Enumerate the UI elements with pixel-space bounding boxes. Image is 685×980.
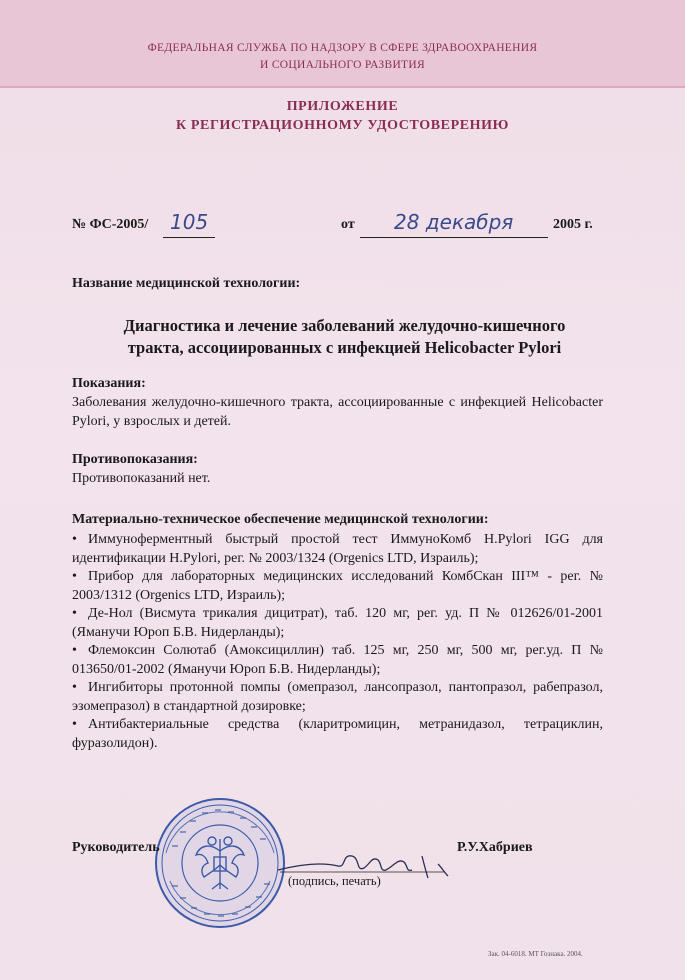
agency-line-2: И СОЦИАЛЬНОГО РАЗВИТИЯ — [260, 59, 425, 71]
agency-line-1: ФЕДЕРАЛЬНАЯ СЛУЖБА ПО НАДЗОРУ В СФЕРЕ ЗДРАВООХРАНЕНИЯ — [147, 42, 538, 54]
bullet-icon: • — [72, 717, 77, 732]
signatory-name: Р.У.Хабриев — [457, 840, 533, 855]
technology-title-line-1: Диагностика и лечение заболеваний желудочно-кишечного — [123, 316, 566, 335]
materials-list — [72, 531, 603, 753]
list-item: • Иммуноферментный быстрый простой тест ИммуноКомб H.Pylori IGG для идентификации H.Pylori, рег. № 2003/1324 (Orgenics LTD, Израиль); — [72, 532, 603, 566]
appendix-line-2: К РЕГИСТРАЦИОННОМУ УДОСТОВЕРЕНИЮ — [176, 118, 509, 133]
registration-number-label: № ФС-2005/ — [72, 217, 149, 232]
signature-label: Руководитель — [72, 840, 160, 855]
signature-caption: (подпись, печать) — [288, 874, 381, 888]
list-item: • Де-Нол (Висмута трикалия дицитрат), таб. 120 мг, рег. уд. П № 012626/01-2001 (Яманучи Юроп Б.В. Нидерланды); — [72, 606, 603, 640]
bullet-icon: • — [72, 532, 77, 547]
list-item: • Антибактериальные средства (кларитромицин, метранидазол, тетрациклин, фуразолидон). — [72, 717, 603, 751]
technology-title-line-2: тракта, ассоциированных с инфекцией Helicobacter Pylori — [127, 338, 562, 357]
date-underline — [360, 237, 548, 238]
list-item: • Прибор для лабораторных медицинских исследований КомбСкан III™ - рег. № 2003/1312 (Orgenics LTD, Израиль); — [72, 569, 603, 603]
appendix-line-1: ПРИЛОЖЕНИЕ — [286, 99, 399, 114]
bullet-icon: • — [72, 643, 77, 658]
registration-number-handwritten: 105 — [170, 210, 209, 234]
bullet-icon: • — [72, 606, 77, 621]
technology-title — [72, 315, 617, 359]
appendix-title — [40, 97, 645, 135]
year-label: 2005 г. — [553, 217, 593, 232]
bullet-icon: • — [72, 569, 77, 584]
date-label: от — [341, 217, 355, 232]
official-seal-icon — [152, 795, 288, 931]
contraindications-text: Противопоказаний нет. — [72, 471, 211, 486]
contraindications-heading: Противопоказания: — [72, 452, 198, 467]
number-underline — [163, 237, 215, 238]
technology-heading: Название медицинской технологии: — [72, 276, 301, 291]
agency-name — [40, 40, 645, 74]
materials-heading: Материально-техническое обеспечение медицинской технологии: — [72, 512, 489, 527]
date-handwritten: 28 декабря — [394, 210, 514, 234]
list-item: • Флемоксин Солютаб (Амоксициллин) таб. 125 мг, 250 мг, 500 мг, рег.уд. П № 013650/01-2002 (Яманучи Юроп Б.В. Нидерланды); — [72, 643, 603, 677]
indications-text: Заболевания желудочно-кишечного тракта, ассоциированные с инфекцией Helicobacter Pylori, у взрослых и детей. — [72, 395, 603, 429]
print-info: Зак. 04-6018. МТ Гознака. 2004. — [488, 950, 583, 958]
indications-heading: Показания: — [72, 376, 146, 391]
bullet-icon: • — [72, 680, 77, 695]
list-item: • Ингибиторы протонной помпы (омепразол, лансопразол, пантопразол, рабепразол, эзомепразол) в стандартной дозировке; — [72, 680, 603, 714]
